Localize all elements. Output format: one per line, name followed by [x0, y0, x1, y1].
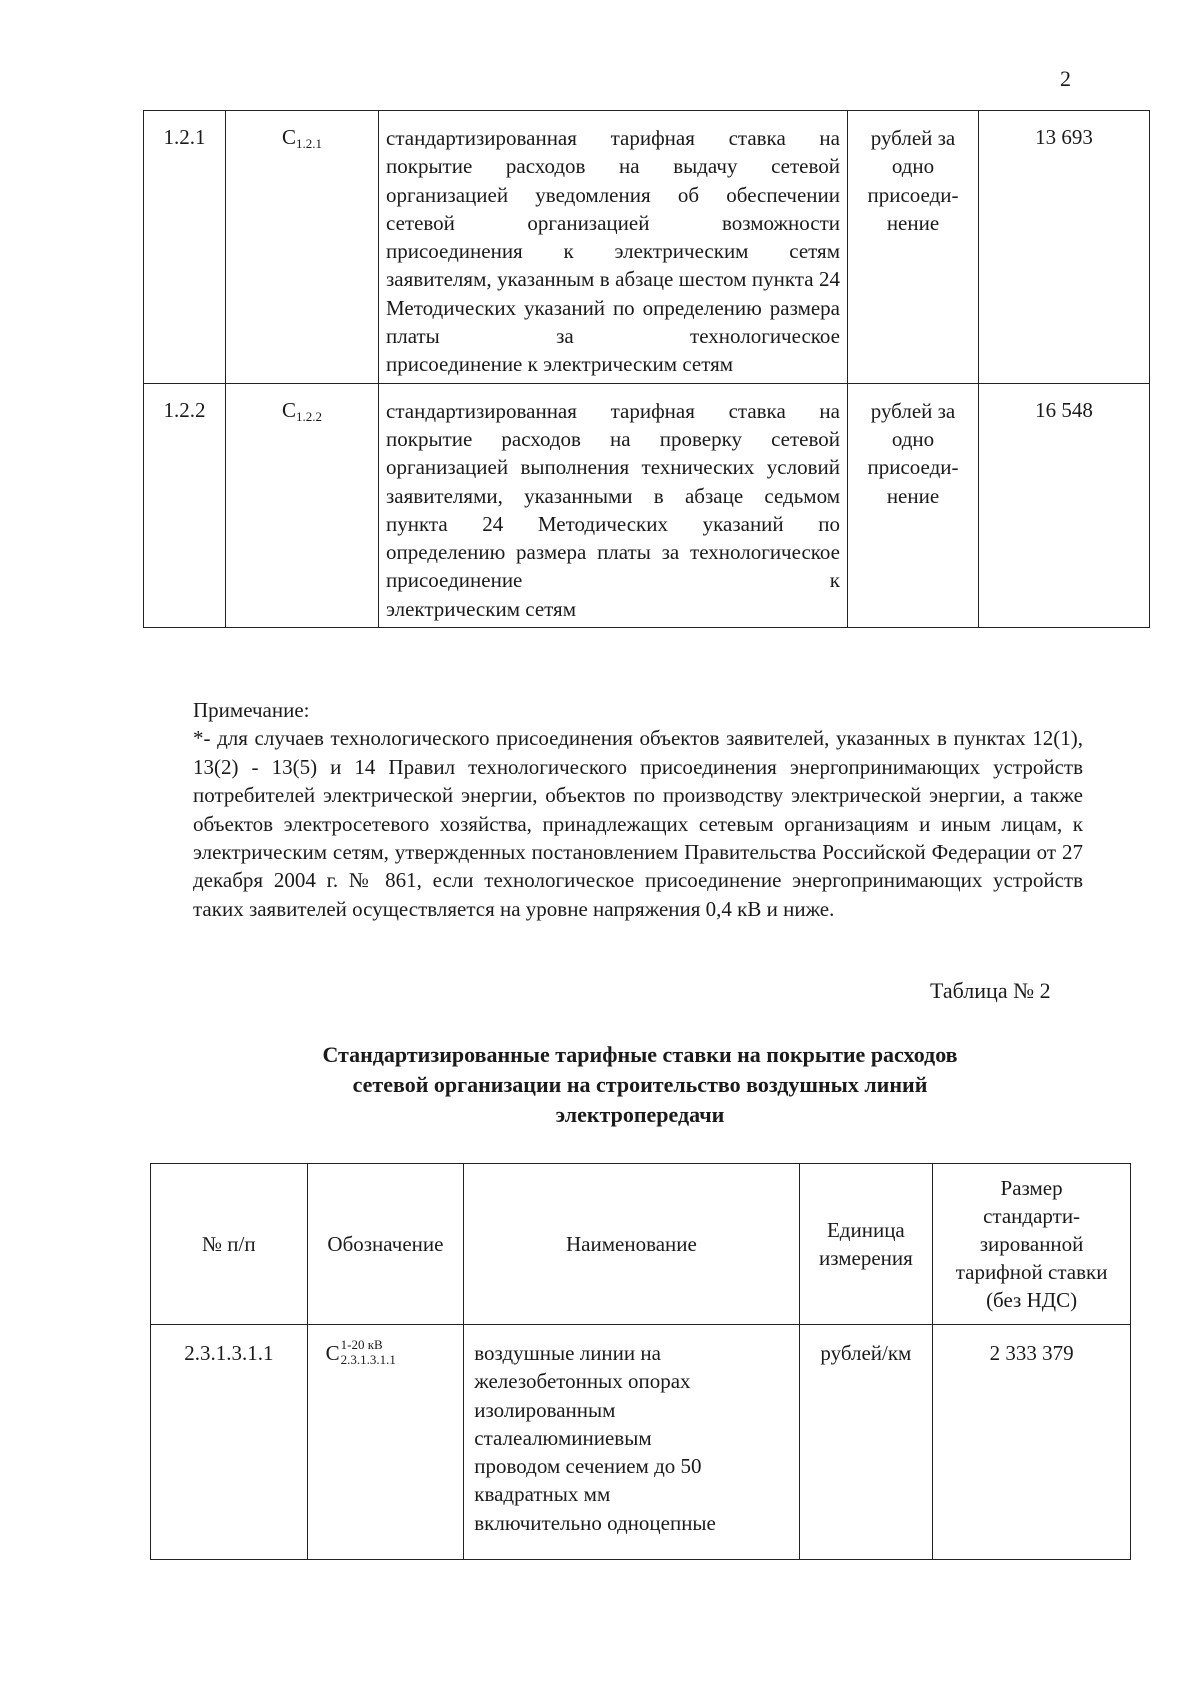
- row-designation: [307, 1325, 464, 1560]
- description-line: условий заявителями, указанными в: [386, 455, 840, 508]
- row-value: 13 693: [979, 111, 1150, 384]
- designation-subscript: 2.3.1.3.1.1: [340, 1352, 396, 1367]
- designation-base: С: [281, 397, 296, 422]
- header-value: [933, 1164, 1131, 1325]
- header-value-line: стандарти-: [983, 1204, 1081, 1228]
- row-number: 2.3.1.3.1.1: [151, 1325, 308, 1560]
- description-line: абзаце седьмом пункта 24 Методических: [386, 483, 840, 536]
- description-line: размера платы за технологическое: [386, 295, 840, 349]
- unit-line: одно: [891, 154, 935, 179]
- table-row: [151, 1325, 1131, 1560]
- header-unit: [799, 1164, 933, 1325]
- designation-subscript: 1.2.2: [296, 408, 322, 424]
- unit-line: присоеди-: [867, 455, 959, 480]
- table-title: [200, 1040, 1080, 1130]
- unit-line: нение: [886, 483, 940, 508]
- description-line: организацией выполнения технических: [386, 455, 755, 480]
- description-line: покрытие расходов на выдачу сетевой: [386, 154, 840, 179]
- description-line: указаний по определению размера платы: [386, 511, 841, 565]
- description-line: стандартизированная тарифная ставка на: [386, 126, 840, 150]
- description-line: проводом сечением до 50: [474, 1454, 702, 1479]
- table-row: [144, 383, 1150, 627]
- description-line: стандартизированная тарифная ставка на: [386, 398, 840, 423]
- header-name: Наименование: [464, 1164, 799, 1325]
- table-title-line: сетевой организации на строительство воздушных линий: [352, 1072, 928, 1097]
- description-line: железобетонных опорах: [474, 1369, 691, 1394]
- description-line: электрическим сетям: [386, 596, 576, 621]
- unit-line: нение: [886, 210, 940, 235]
- unit-line: рублей за: [870, 398, 956, 423]
- description-line: включительно одноцепные: [474, 1510, 716, 1535]
- note-text: *- для случаев технологического присоединения объектов заявителей, указанных в пунктах 12(1), 13(2) - 13(5) и 14 Правил технологического присоединения энергопринимающих устройств потребителей электрической энергии, объектов по производству электрической энергии, а также объектов электросетевого хозяйства, принадлежащих сетевым организациям и иным лицам, к электрическим сетям, утвержденных постановлением Правительства Российской Федерации от 27 декабря 2004 г. № 861, если технологическое присоединение энергопринимающих устройств таких заявителей осуществляется на уровне напряжения 0,4 кВ и ниже.: [193, 726, 1083, 921]
- tariff-table-continued: [143, 110, 1150, 628]
- row-description: [379, 111, 848, 384]
- description-line: изолированным: [474, 1397, 616, 1422]
- table-header-row: [151, 1164, 1131, 1325]
- header-value-line: зированной: [979, 1232, 1084, 1256]
- unit-line: рублей за: [870, 126, 956, 150]
- row-number: 1.2.1: [144, 111, 226, 384]
- row-unit: [848, 111, 979, 384]
- overhead-lines-tariff-table: [150, 1163, 1131, 1560]
- row-description: [464, 1325, 799, 1560]
- description-line: покрытие расходов на проверку сетевой: [386, 426, 840, 451]
- description-line: указанным в абзаце шестом пункта 24: [497, 267, 840, 292]
- description-line: квадратных мм: [474, 1482, 611, 1507]
- row-designation: [226, 111, 379, 384]
- description-line: возможности присоединения к: [386, 210, 841, 264]
- designation-base: С: [325, 1341, 340, 1365]
- header-value-line: Размер: [1000, 1176, 1063, 1200]
- row-value: 16 548: [979, 383, 1150, 627]
- header-value-line: тарифной ставки: [955, 1260, 1108, 1284]
- description-line: обеспечении сетевой организацией: [386, 182, 841, 235]
- row-designation: [226, 383, 379, 627]
- table-caption: Таблица № 2: [930, 978, 1051, 1003]
- description-line: организацией уведомления об: [386, 182, 700, 207]
- header-number: № п/п: [151, 1164, 308, 1325]
- description-line: Методических указаний по определению: [386, 295, 762, 320]
- description-line: воздушные линии на: [474, 1341, 661, 1365]
- row-number: 1.2.2: [144, 383, 226, 627]
- row-value: 2 333 379: [933, 1325, 1131, 1560]
- table-title-line: Стандартизированные тарифные ставки на покрытие расходов: [322, 1042, 958, 1067]
- note-title: Примечание:: [193, 698, 310, 722]
- description-line: сталеалюминиевым: [474, 1425, 652, 1450]
- description-line: электрическим сетям заявителям,: [386, 239, 840, 292]
- header-unit-line: Единица: [826, 1218, 905, 1242]
- description-line: присоединение к электрическим сетям: [386, 352, 734, 377]
- header-designation: Обозначение: [307, 1164, 464, 1325]
- designation-superscript: 1-20 кВ: [340, 1337, 383, 1352]
- page-number: 2: [1060, 66, 1071, 91]
- designation-subscript: 1.2.1: [296, 136, 322, 151]
- designation-base: С: [281, 125, 296, 149]
- row-unit: [848, 383, 979, 627]
- designation-symbol: [325, 1337, 396, 1367]
- row-unit: рублей/км: [799, 1325, 933, 1560]
- header-unit-line: измерения: [818, 1246, 913, 1270]
- table-row: [144, 111, 1150, 384]
- note: [193, 696, 1083, 923]
- unit-line: присоеди-: [867, 182, 959, 207]
- row-description: [379, 383, 848, 627]
- unit-line: одно: [891, 426, 935, 451]
- table-title-line: электропередачи: [555, 1102, 725, 1127]
- description-line: за технологическое присоединение к: [386, 540, 840, 593]
- header-value-line: (без НДС): [986, 1288, 1078, 1312]
